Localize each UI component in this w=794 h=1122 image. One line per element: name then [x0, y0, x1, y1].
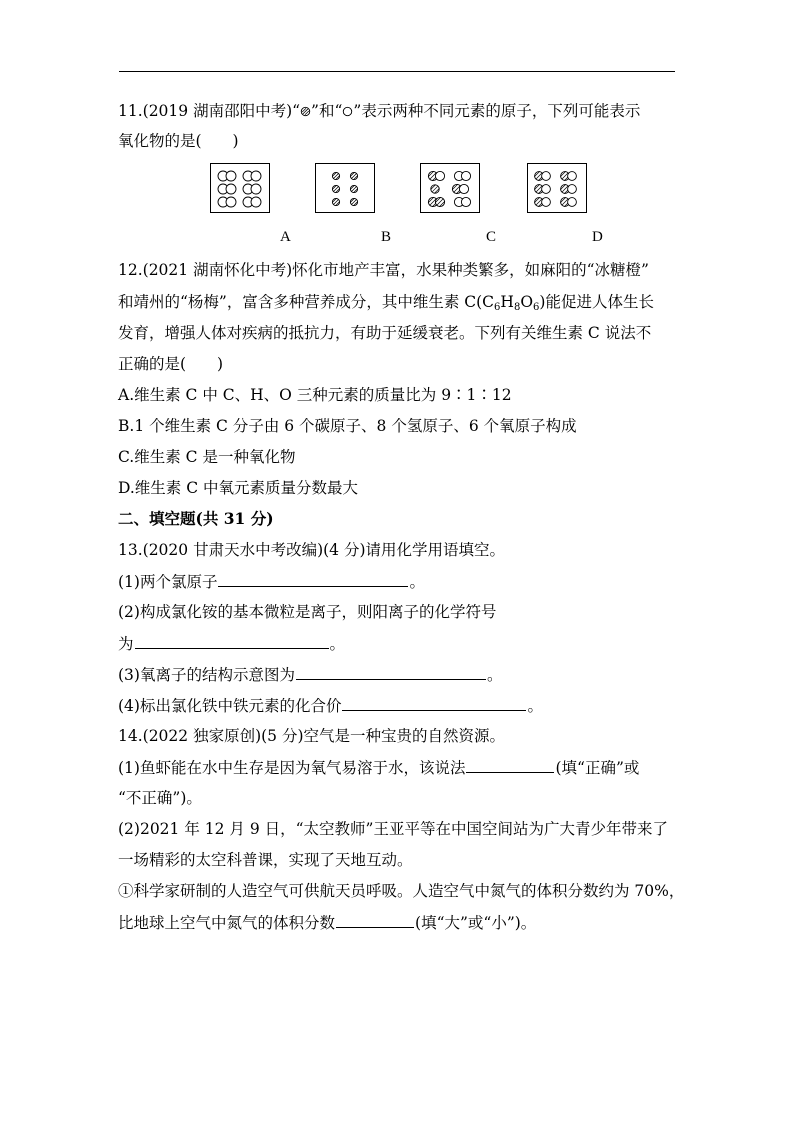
- q13-part2: (2)构成氯化铵的基本微粒是离子，则阳离子的化学符号: [118, 603, 497, 621]
- q13-stem: 13.(2020 甘肃天水中考改编)(4 分)请用化学用语填空。: [118, 541, 506, 559]
- q12-stem-line3: 发育，增强人体对疾病的抵抗力，有助于延缓衰老。下列有关维生素 C 说法不: [118, 324, 652, 342]
- q12-option-c: C.维生素 C 是一种氧化物: [118, 448, 296, 466]
- hollow-atom: [435, 171, 444, 180]
- hollow-atom: [568, 185, 577, 194]
- q13-part4-text: (4)标出氯化铁中铁元素的化合价: [118, 697, 342, 715]
- q11-text-b: ”和“: [311, 102, 343, 120]
- hatched-atom: [435, 197, 445, 207]
- q12-stem-line1: 12.(2021 湖南怀化中考)怀化市地产丰富，水果种类繁多，如麻阳的“冰糖橙”: [118, 261, 649, 279]
- q12-sub-o: 6: [533, 302, 540, 313]
- q11-option-c-diagram: [420, 163, 480, 213]
- q11-option-d-label: D: [592, 229, 603, 245]
- period: 。: [329, 635, 346, 653]
- q14-part3-hint: (填“大”或“小”)。: [415, 914, 537, 932]
- hatched-atom: [430, 184, 439, 193]
- header-rule: [119, 71, 675, 72]
- q13-part2-cont: [118, 633, 345, 654]
- hollow-atom: [461, 197, 470, 206]
- q13-answer-blank-2[interactable]: [135, 633, 329, 649]
- q12-sub-h: 8: [513, 302, 521, 313]
- q13-answer-blank-1[interactable]: [218, 571, 408, 587]
- q11-text-a: 11.(2019 湖南邵阳中考)“: [118, 102, 301, 120]
- q13-part1-text: (1)两个氯原子: [118, 573, 218, 591]
- q12-sub-c: 6: [494, 302, 501, 313]
- hatched-atom: [332, 172, 340, 180]
- q14-part1-hint: (填“正确”或: [555, 759, 640, 777]
- hollow-atom: [542, 185, 551, 194]
- hatched-atom: [350, 185, 358, 193]
- hatched-atom-icon: [300, 106, 311, 117]
- hatched-atom: [350, 198, 358, 206]
- q12-stem-line4: 正确的是( ): [118, 355, 224, 373]
- q12-h: H: [500, 293, 514, 311]
- q14-stem: 14.(2022 独家原创)(5 分)空气是一种宝贵的自然资源。: [118, 727, 506, 745]
- hatched-atom: [350, 172, 358, 180]
- q11-option-a-label: A: [280, 229, 291, 245]
- hollow-atom-icon: [342, 106, 353, 117]
- q13-part1: [118, 571, 425, 592]
- period: 。: [486, 666, 503, 684]
- hatched-atom: [332, 185, 340, 193]
- q11-option-b-label: B: [381, 229, 392, 245]
- hollow-atom: [542, 198, 551, 207]
- hollow-atom: [226, 184, 236, 194]
- q14-part2-line1: (2)2021 年 12 月 9 日，“太空教师”王亚平等在中国空间站为广大青少年带来了: [118, 820, 668, 838]
- q14-part3-line2: [118, 912, 536, 933]
- hollow-atom: [568, 172, 577, 181]
- q14-part1-cont: “不正确”)。: [118, 789, 202, 807]
- section-heading: 二、填空题(共 31 分): [118, 509, 274, 528]
- q11-text-c: ”表示两种不同元素的原子，下列可能表示: [353, 102, 641, 120]
- q12-option-b: B.1 个维生素 C 分子由 6 个碳原子、8 个氢原子、6 个氧原子构成: [118, 417, 577, 435]
- q11-option-c-label: C: [486, 229, 497, 245]
- q12-option-d: D.维生素 C 中氧元素质量分数最大: [118, 479, 359, 497]
- q12-option-a: A.维生素 C 中 C、H、O 三种元素的质量比为 9∶1∶12: [118, 386, 512, 404]
- period: 。: [409, 573, 425, 591]
- hatched-atom: [332, 198, 340, 206]
- hollow-atom: [251, 171, 261, 181]
- q12-o: O: [520, 293, 534, 311]
- q14-part3-text: 比地球上空气中氮气的体积分数: [118, 914, 336, 932]
- q13-part3: [118, 664, 502, 685]
- q14-part2-line2: 一场精彩的太空科普课，实现了天地互动。: [118, 851, 413, 869]
- q14-part3-line1: ①科学家研制的人造空气可供航天员呼吸。人造空气中氮气的体积分数约为 70%，: [118, 882, 685, 900]
- q12-stem-line2: [118, 292, 654, 318]
- q13-part4: [118, 695, 543, 716]
- q13-part2b-text: 为: [118, 635, 134, 653]
- q14-part1-text: (1)鱼虾能在水中生存是因为氧气易溶于水，该说法: [118, 759, 466, 777]
- hollow-atom: [459, 184, 468, 193]
- q12-text-b: )能促进人体生长: [539, 293, 654, 311]
- q14-answer-blank-1[interactable]: [466, 757, 554, 773]
- hollow-atom: [568, 198, 577, 207]
- q13-answer-blank-4[interactable]: [342, 695, 526, 711]
- q11-option-a-diagram: [210, 163, 270, 213]
- q14-answer-blank-2[interactable]: [336, 912, 414, 928]
- q11-stem-line2: 氧化物的是( ): [118, 132, 239, 150]
- q11-option-b-diagram: [315, 163, 375, 213]
- hollow-atom: [226, 197, 236, 207]
- period: 。: [527, 697, 543, 715]
- q11-option-d-diagram: [527, 163, 587, 213]
- q12-text-a: 和靖州的“杨梅”，富含多种营养成分，其中维生素 C(C: [118, 293, 495, 311]
- hollow-atom: [226, 171, 236, 181]
- q13-answer-blank-3[interactable]: [296, 664, 486, 680]
- hollow-atom: [251, 197, 261, 207]
- hollow-atom: [461, 171, 470, 180]
- hollow-atom: [542, 172, 551, 181]
- q13-part3-text: (3)氧离子的结构示意图为: [118, 666, 295, 684]
- q11-stem-line1: [118, 101, 640, 121]
- q14-part1: [118, 757, 639, 778]
- hollow-atom: [251, 184, 261, 194]
